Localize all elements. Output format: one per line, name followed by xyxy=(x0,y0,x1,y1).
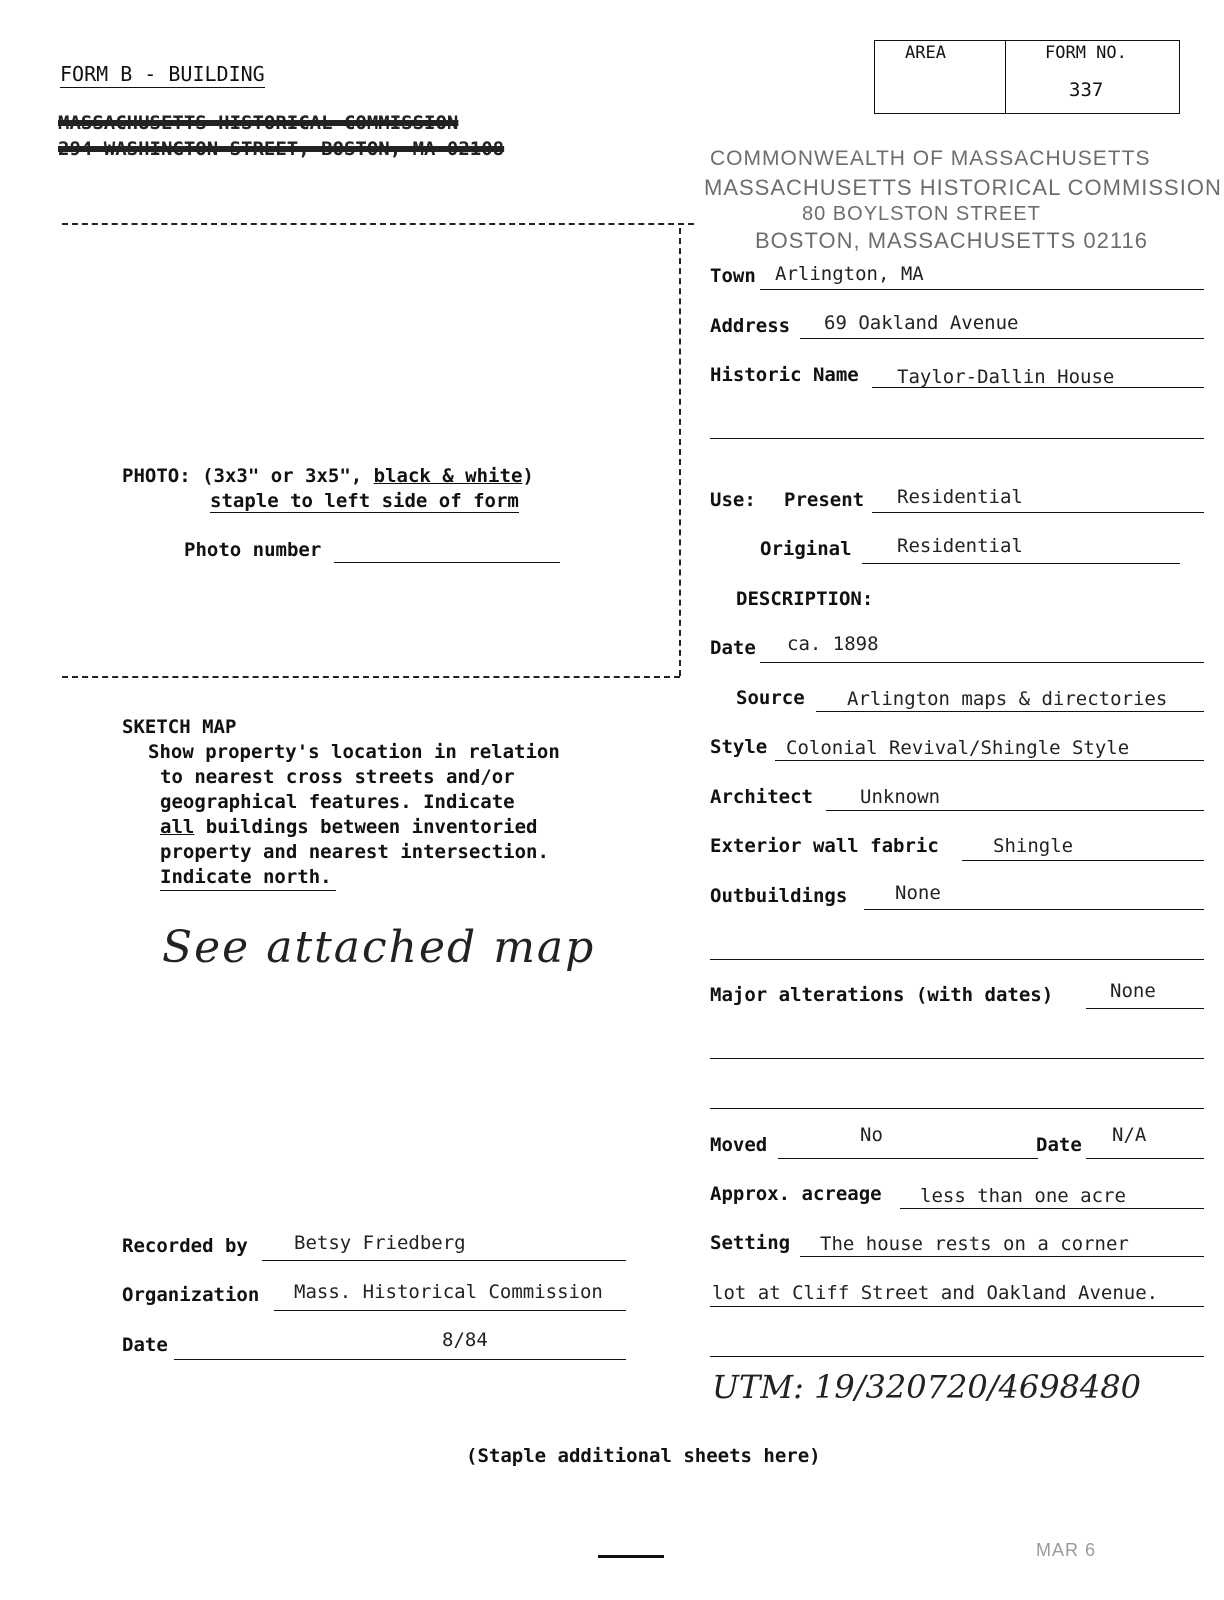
see-attached-map-handwriting: See attached map xyxy=(162,922,596,973)
sketch-map-line1: Show property's location in relation xyxy=(148,741,560,763)
organization-value: Mass. Historical Commission xyxy=(294,1281,603,1303)
outbuildings-line-2[interactable] xyxy=(710,959,1204,960)
setting-line-2[interactable] xyxy=(710,1306,1204,1307)
recorded-date-line[interactable] xyxy=(174,1359,626,1360)
date-label: Date xyxy=(710,637,756,659)
description-label: DESCRIPTION: xyxy=(736,588,874,610)
received-date-stamp: MAR 6 xyxy=(1036,1540,1097,1560)
moved-date-label: Date xyxy=(1036,1134,1082,1156)
photo-box-bottom xyxy=(62,676,680,678)
moved-date-line[interactable] xyxy=(1086,1158,1204,1159)
major-alterations-line[interactable] xyxy=(1086,1008,1204,1009)
approx-acreage-value: less than one acre xyxy=(920,1185,1126,1207)
style-value: Colonial Revival/Shingle Style xyxy=(786,737,1130,759)
area-form-divider xyxy=(1005,41,1006,113)
present-line[interactable] xyxy=(872,512,1204,513)
sketch-map-line3: geographical features. Indicate xyxy=(160,791,515,813)
staple-additional-sheets-note: (Staple additional sheets here) xyxy=(466,1445,821,1467)
area-form-box xyxy=(874,40,1180,114)
photo-instructions-bw: black & white xyxy=(373,465,523,487)
sketch-map-line4 xyxy=(160,816,538,838)
historic-name-line-2[interactable] xyxy=(710,438,1204,439)
town-value: Arlington, MA xyxy=(775,263,924,285)
historic-name-line[interactable] xyxy=(872,387,1204,388)
sketch-map-line6: Indicate north. xyxy=(160,866,332,888)
recorded-by-label: Recorded by xyxy=(122,1235,248,1257)
address-label: Address xyxy=(710,315,791,337)
address-line[interactable] xyxy=(800,338,1204,339)
architect-label: Architect xyxy=(710,786,813,808)
sketch-map-line2: to nearest cross streets and/or xyxy=(160,766,515,788)
recorded-by-line[interactable] xyxy=(262,1260,626,1261)
setting-value-2: lot at Cliff Street and Oakland Avenue. xyxy=(712,1282,1159,1304)
architect-line[interactable] xyxy=(826,810,1204,811)
form-title: FORM B - BUILDING xyxy=(60,62,265,86)
major-alterations-line-2[interactable] xyxy=(710,1058,1204,1059)
style-line[interactable] xyxy=(775,760,1204,761)
outbuildings-line[interactable] xyxy=(864,909,1204,910)
area-label: AREA xyxy=(905,43,946,63)
photo-instructions-suffix: ) xyxy=(522,465,534,487)
major-alterations-label: Major alterations (with dates) xyxy=(710,984,1054,1006)
recorded-date-value: 8/84 xyxy=(442,1329,488,1351)
setting-line[interactable] xyxy=(800,1256,1204,1257)
use-label: Use: xyxy=(710,489,756,511)
outbuildings-value: None xyxy=(895,882,941,904)
photo-instructions-line2: staple to left side of form xyxy=(210,490,519,512)
sketch-map-line4-rest: buildings between inventoried xyxy=(194,816,538,838)
moved-line[interactable] xyxy=(778,1158,1038,1159)
source-value: Arlington maps & directories xyxy=(847,688,1168,710)
utm-handwriting: UTM: 19/320720/4698480 xyxy=(712,1368,1141,1406)
sketch-map-north-underline xyxy=(160,890,336,891)
setting-value-1: The house rests on a corner xyxy=(820,1233,1129,1255)
address-value: 69 Oakland Avenue xyxy=(824,312,1019,334)
major-alterations-line-3[interactable] xyxy=(710,1108,1204,1109)
stamp-line-2: MASSACHUSETTS HISTORICAL COMMISSION xyxy=(704,175,1222,200)
major-alterations-value: None xyxy=(1110,980,1156,1002)
photo-number-line[interactable] xyxy=(334,562,560,563)
style-label: Style xyxy=(710,736,768,758)
stamp-line-4: BOSTON, MASSACHUSETTS 02116 xyxy=(755,228,1148,253)
struck-commission-name: MASSACHUSETTS HISTORICAL COMMISSION xyxy=(58,112,459,134)
photo-box-right xyxy=(679,228,681,676)
town-label: Town xyxy=(710,265,756,287)
town-line[interactable] xyxy=(760,289,1204,290)
present-label: Present xyxy=(784,489,865,511)
organization-line[interactable] xyxy=(274,1310,626,1311)
sketch-map-all: all xyxy=(160,816,195,838)
date-line[interactable] xyxy=(760,662,1204,663)
photo-instructions-prefix: PHOTO: (3x3" or 3x5", xyxy=(122,465,374,487)
source-label: Source xyxy=(736,687,805,709)
photo-box-top xyxy=(62,223,694,225)
approx-acreage-label: Approx. acreage xyxy=(710,1183,882,1205)
source-line[interactable] xyxy=(816,711,1204,712)
stamp-line-1: COMMONWEALTH OF MASSACHUSETTS xyxy=(710,147,1151,170)
organization-label: Organization xyxy=(122,1284,260,1306)
moved-label: Moved xyxy=(710,1134,768,1156)
recorded-by-value: Betsy Friedberg xyxy=(294,1232,466,1254)
photo-number-label: Photo number xyxy=(184,539,322,561)
setting-line-3[interactable] xyxy=(710,1356,1204,1357)
exterior-wall-fabric-value: Shingle xyxy=(993,835,1074,857)
approx-acreage-line[interactable] xyxy=(900,1208,1204,1209)
photo-instructions-line1 xyxy=(122,465,534,487)
outbuildings-label: Outbuildings xyxy=(710,885,848,907)
footer-mark xyxy=(598,1555,664,1558)
exterior-wall-fabric-line[interactable] xyxy=(962,860,1204,861)
architect-value: Unknown xyxy=(860,786,941,808)
exterior-wall-fabric-label: Exterior wall fabric xyxy=(710,835,939,857)
moved-date-value: N/A xyxy=(1112,1124,1147,1146)
form-no-value: 337 xyxy=(1069,79,1104,101)
sketch-map-title: SKETCH MAP xyxy=(122,716,237,738)
moved-value: No xyxy=(860,1124,883,1146)
historic-name-value: Taylor-Dallin House xyxy=(897,366,1115,388)
present-value: Residential xyxy=(897,486,1023,508)
date-value: ca. 1898 xyxy=(787,633,879,655)
setting-label: Setting xyxy=(710,1232,791,1254)
historic-name-label: Historic Name xyxy=(710,364,859,386)
recorded-date-label: Date xyxy=(122,1334,168,1356)
struck-commission-address: 294 WASHINGTON STREET, BOSTON, MA 02108 xyxy=(58,138,505,160)
original-line[interactable] xyxy=(862,563,1180,564)
original-label: Original xyxy=(760,538,852,560)
original-value: Residential xyxy=(897,535,1023,557)
form-no-label: FORM NO. xyxy=(1045,43,1127,63)
sketch-map-line5: property and nearest intersection. xyxy=(160,841,549,863)
stamp-line-3: 80 BOYLSTON STREET xyxy=(802,203,1041,225)
